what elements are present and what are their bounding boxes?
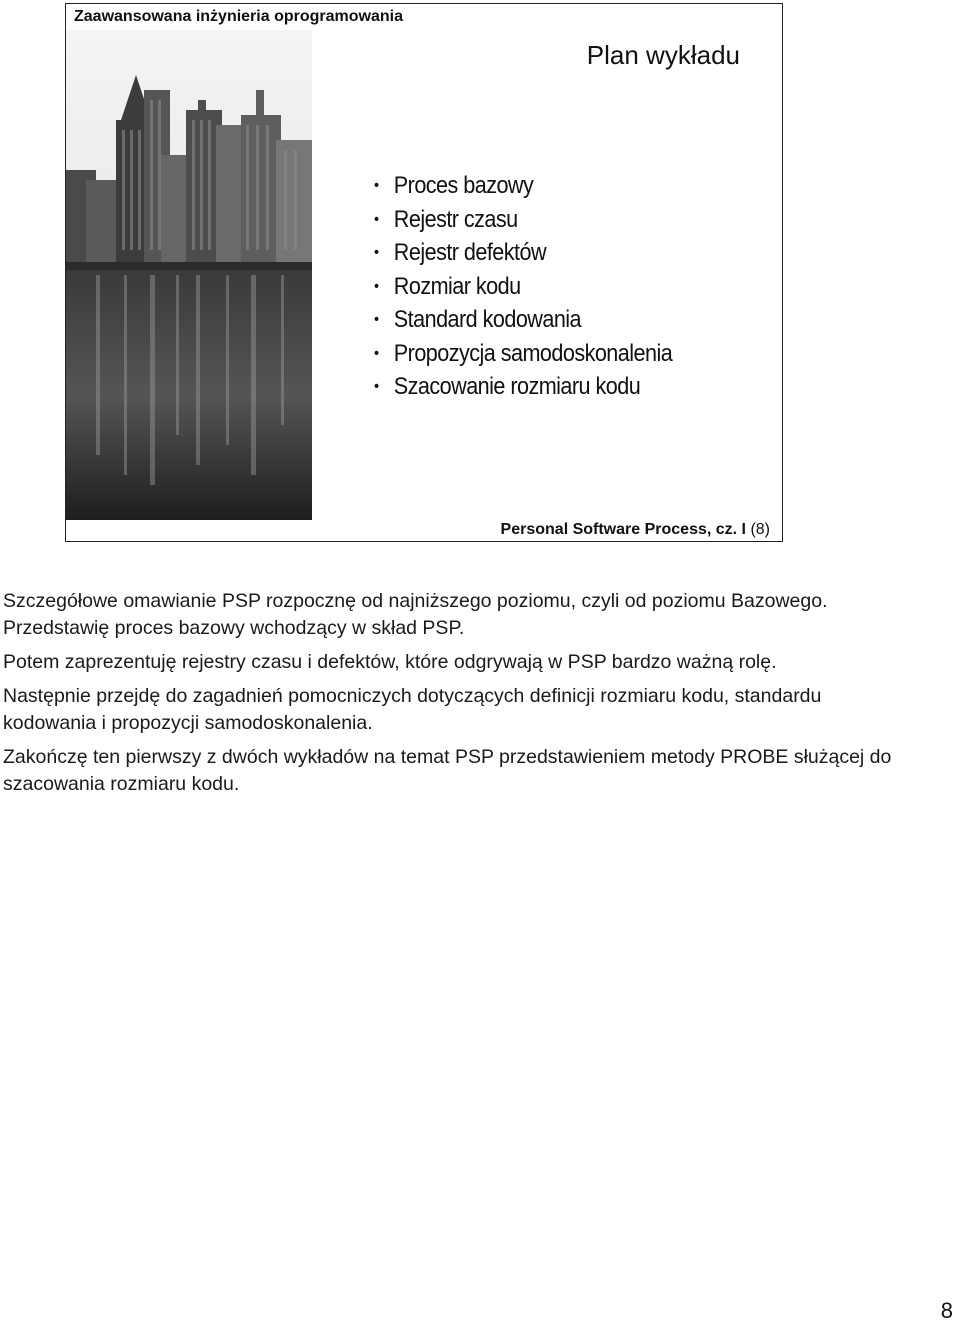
page-number: 8 bbox=[940, 1298, 953, 1323]
lecture-notes bbox=[3, 588, 903, 805]
city-skyline-photo bbox=[66, 30, 312, 520]
footer-slide-number: (8) bbox=[750, 521, 770, 538]
footer-title: Personal Software Process, cz. I bbox=[500, 521, 746, 538]
notes-paragraph: Szczegółowe omawianie PSP rozpocznę od najniższego poziomu, czyli od poziomu Bazowego. Przedstawię proces bazowy wchodzący w skład PSP. bbox=[3, 590, 828, 639]
bullet-text: Rejestr czasu bbox=[393, 205, 518, 233]
bullet-item: • Standard kodowania bbox=[374, 306, 582, 333]
slide bbox=[65, 3, 783, 542]
bullet-item: • Szacowanie rozmiaru kodu bbox=[374, 373, 641, 400]
bullet-text: Rozmiar kodu bbox=[393, 272, 521, 300]
bullet-item: • Rozmiar kodu bbox=[374, 272, 521, 300]
slide-footer bbox=[501, 521, 770, 539]
bullet-text: Standard kodowania bbox=[393, 306, 582, 333]
slide-header: Zaawansowana inżynieria oprogramowania bbox=[74, 8, 403, 25]
notes-paragraph: Następnie przejdę do zagadnień pomocniczych dotyczących definicji rozmiaru kodu, standardu kodowania i propozycji samodoskonalenia. bbox=[3, 685, 822, 734]
bullet-text: Szacowanie rozmiaru kodu bbox=[393, 373, 641, 400]
bullet-item: • Rejestr defektów bbox=[374, 239, 547, 266]
bullet-text: Proces bazowy bbox=[393, 172, 534, 199]
bullet-text: Propozycja samodoskonalenia bbox=[393, 339, 673, 367]
slide-title: Plan wykładu bbox=[586, 40, 740, 70]
notes-paragraph: Potem zaprezentuję rejestry czasu i defektów, które odgrywają w PSP bardzo ważną rolę. bbox=[3, 651, 777, 673]
bullet-item: • Propozycja samodoskonalenia bbox=[374, 339, 673, 367]
bullet-text: Rejestr defektów bbox=[393, 239, 547, 266]
bullet-item: • Proces bazowy bbox=[374, 172, 534, 199]
notes-paragraph: Zakończę ten pierwszy z dwóch wykładów na temat PSP przedstawieniem metody PROBE służącej do szacowania rozmiaru kodu. bbox=[3, 746, 892, 795]
bullet-list bbox=[374, 169, 705, 404]
bullet-item: • Rejestr czasu bbox=[374, 205, 518, 233]
